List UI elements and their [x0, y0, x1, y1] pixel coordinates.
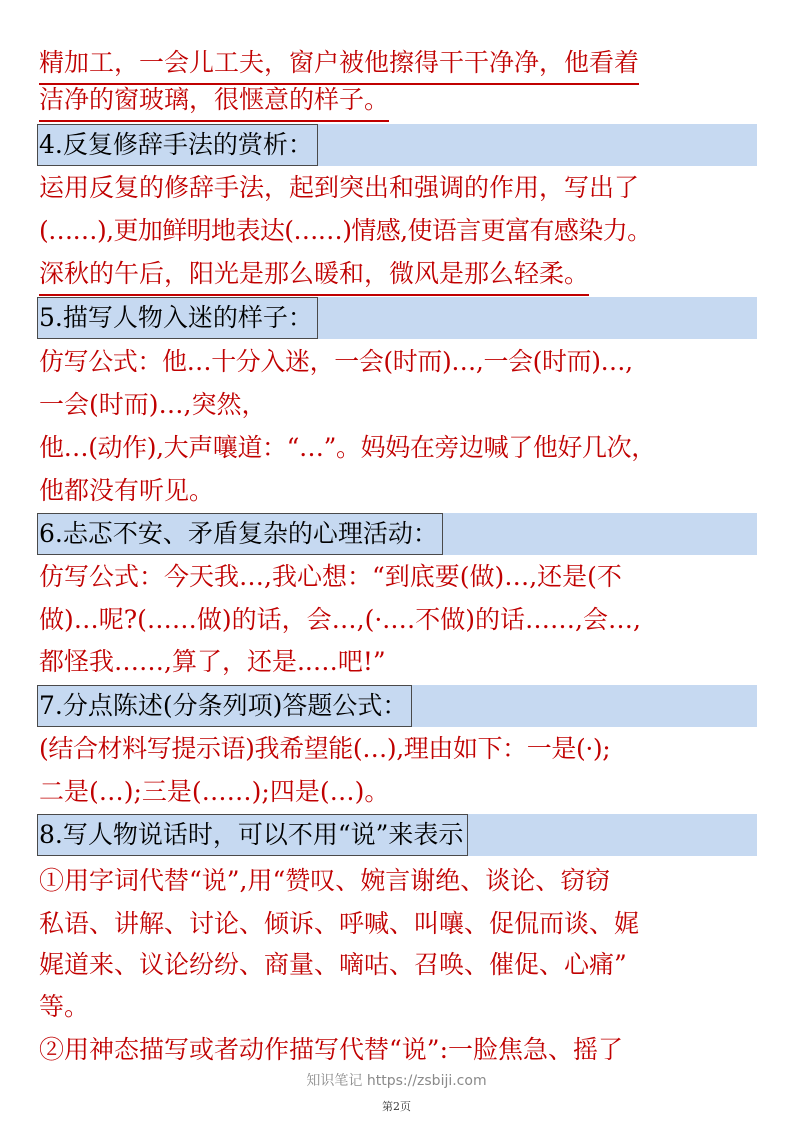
- section-heading-band: [37, 814, 757, 856]
- section-heading: 6.忐忑不安、矛盾复杂的心理活动：: [37, 513, 443, 555]
- body-line: 他…(动作),大声嚷道：“…”。妈妈在旁边喊了他好几次，: [39, 433, 656, 462]
- section-heading: 8.写人物说话时，可以不用“说”来表示: [37, 814, 468, 856]
- body-line: (……),更加鲜明地表达(……)情感,使语言更富有感染力。: [39, 216, 652, 245]
- page-number: 第2页: [382, 1100, 411, 1113]
- footer-watermark: 知识笔记 https://zsbiji.com: [306, 1073, 487, 1089]
- body-line: 他都没有听见。: [39, 476, 215, 505]
- section-heading-band: [37, 513, 757, 555]
- body-line: 都怪我……,算了，还是..…吧!”: [39, 647, 386, 676]
- body-line: 二是(…);三是(……);四是(…)。: [39, 777, 390, 806]
- section-heading-band: [37, 124, 757, 166]
- body-line: 运用反复的修辞手法，起到突出和强调的作用，写出了: [39, 173, 640, 202]
- body-line: 精加工，一会儿工夫，窗户被他擦得干干净净，他看着: [39, 43, 639, 85]
- section-heading: 7.分点陈述(分条列项)答题公式：: [37, 685, 412, 727]
- body-line: 等。: [39, 992, 90, 1021]
- body-line: ②用神态描写或者动作描写代替“说”:一脸焦急、摇了: [39, 1035, 623, 1064]
- body-line: 深秋的午后，阳光是那么暖和，微风是那么轻柔。: [39, 254, 589, 296]
- section-heading-band: [37, 685, 757, 727]
- body-line: 仿写公式：今天我…,我心想：“到底要(做)…,还是(不: [39, 562, 622, 591]
- section-heading: 5.描写人物入迷的样子：: [37, 297, 318, 339]
- body-line: 做)…呢?(……做)的话，会…,(·.…不做)的话……,会…,: [39, 605, 641, 634]
- body-line: ①用字词代替“说”,用“赞叹、婉言谢绝、谈论、窃窃: [39, 866, 611, 895]
- body-line: 一会(时而)…,突然，: [39, 390, 267, 419]
- section-heading: 4.反复修辞手法的赏析：: [37, 124, 318, 166]
- body-line: 洁净的窗玻璃，很惬意的样子。: [39, 80, 389, 122]
- body-line: 私语、讲解、讨论、倾诉、呼喊、叫嚷、促侃而谈、娓: [39, 909, 640, 938]
- body-line: (结合材料写提示语)我希望能(…),理由如下：一是(·);: [39, 734, 611, 763]
- body-line: 仿写公式：他…十分入迷，一会(时而)…,一会(时而)…,: [39, 347, 633, 376]
- section-heading-band: [37, 297, 757, 339]
- body-line: 娓道来、议论纷纷、商量、嘀咕、召唤、催促、心痛”: [39, 950, 627, 979]
